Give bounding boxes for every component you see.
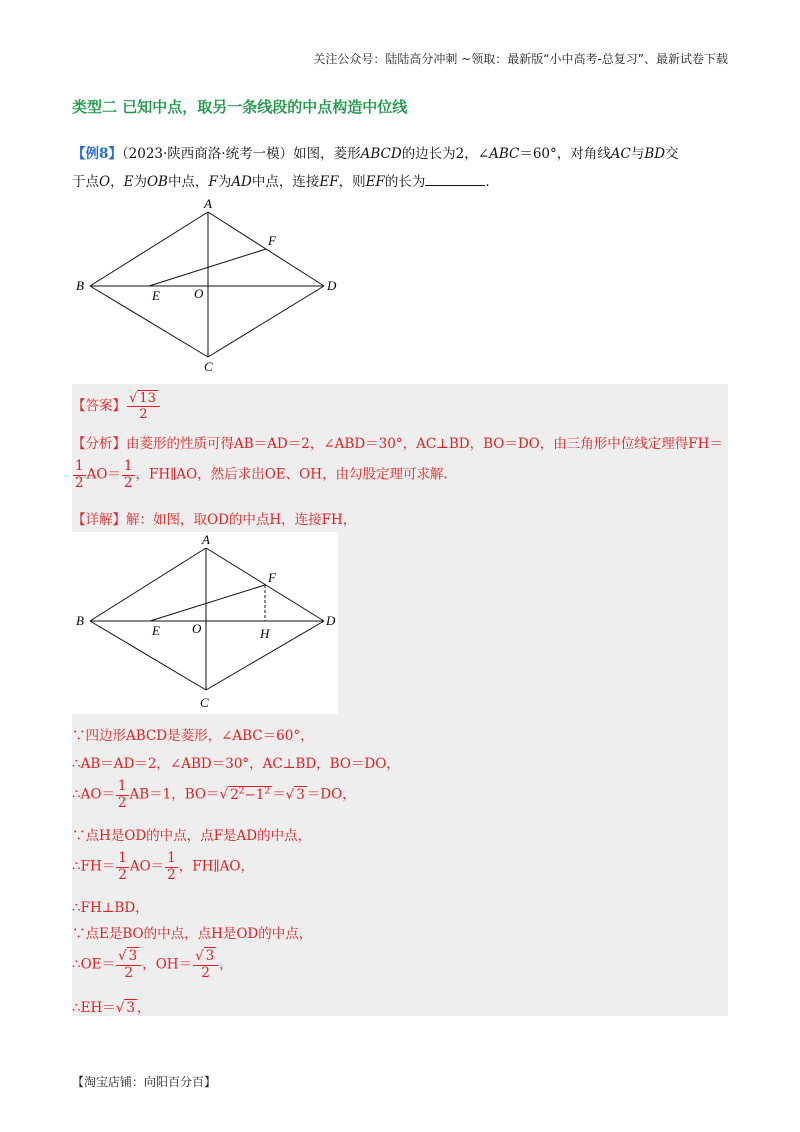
fraction: $\frac{1}{2}$ (167, 850, 176, 883)
answer-blank (425, 171, 485, 186)
problem-var: F (208, 174, 218, 190)
analysis-text: ，FH∥AO，然后求出OE、OH，由勾股定理可求解. (135, 466, 448, 483)
problem-var: ABCD (360, 146, 402, 162)
answer-fraction: $\frac{√ 13}{2}$ (127, 392, 160, 421)
label-c: C (204, 359, 213, 374)
step-8: ∴OE＝ $\frac{√ 3}{2}$ ，OH＝ $\frac{√ 3}{2}$ ， (72, 948, 233, 981)
problem-var: OB (146, 174, 168, 190)
step-4: ∵点H是OD的中点，点F是AD的中点， (72, 828, 312, 844)
problem-var: ABC (489, 146, 520, 162)
label-e: E (152, 288, 160, 303)
fraction: $\frac{1}{2}$ (123, 458, 133, 491)
problem-text: ＝60°，对角线 (519, 146, 611, 162)
rhombus-figure-2 (72, 532, 338, 714)
label-d: D (327, 278, 337, 293)
problem-text: 的边长为2，∠ (401, 146, 490, 162)
step-5: ∴FH＝ $\frac{1}{2}$ AO＝ $\frac{1}{2}$ ，FH∥AO， (72, 850, 254, 883)
label-e: E (152, 623, 160, 638)
fraction: $\frac{√ 3}{2}$ (193, 950, 218, 980)
problem-text: 交 (665, 146, 679, 162)
problem-text: ，则 (338, 174, 366, 190)
analysis-text: 由菱形的性质可得AB＝AD＝2，∠ABD＝30°，AC⊥BD，BO＝DO，由三角形中位线定理得FH＝ (126, 436, 723, 452)
answer-denominator: 2 (139, 407, 148, 422)
fraction: $\frac{1}{2}$ (117, 778, 127, 811)
analysis-line-2 (72, 460, 448, 490)
problem-var: O (99, 174, 111, 190)
label-c: C (200, 695, 209, 710)
problem-var: BD (644, 146, 666, 162)
problem-text: 为 (133, 174, 147, 190)
label-o: O (192, 621, 202, 636)
problem-text: 与 (630, 146, 645, 162)
detail-line (72, 508, 356, 528)
problem-text: ， (110, 174, 124, 190)
sqrt-expression: √ $2^2-1^2$ (219, 786, 271, 803)
label-f: F (268, 233, 276, 248)
answer-radicand: 13 (139, 391, 156, 406)
analysis-line-1 (72, 432, 723, 452)
label-b: B (76, 613, 84, 628)
step-6: ∴FH⊥BD， (72, 900, 149, 916)
label-a: A (204, 196, 212, 211)
problem-text: 为 (217, 174, 232, 190)
step-7: ∵点E是BO的中点，点H是OD的中点， (72, 926, 313, 942)
problem-text: . (485, 174, 490, 190)
step-9: ∴EH＝√ 3 ， (72, 1000, 151, 1016)
fraction: $\frac{1}{2}$ (118, 850, 127, 883)
label-f: F (268, 570, 276, 585)
label-d: D (326, 613, 336, 628)
analysis-tag: 【分析】 (72, 436, 126, 452)
problem-text: 中点，连接 (251, 174, 320, 190)
page-footer: 【淘宝店铺：向阳百分百】 (72, 1075, 217, 1089)
label-h: H (260, 626, 270, 641)
example-tag: 【例8】 (72, 146, 122, 162)
problem-var: EF (319, 174, 339, 190)
sqrt-expression: √ 3 (285, 786, 305, 803)
fraction: $\frac{1}{2}$ (75, 458, 84, 491)
rhombus-figure-1 (70, 196, 350, 376)
problem-var: AC (610, 146, 631, 162)
problem-text: 如图，菱形 (293, 146, 361, 162)
fraction: $\frac{√ 3}{2}$ (116, 950, 141, 980)
detail-text: 解：如图，取OD的中点H，连接FH， (126, 512, 357, 528)
problem-text: 于点 (72, 174, 99, 190)
label-o: O (194, 286, 204, 301)
answer-line (72, 392, 161, 421)
sqrt-expression: √ 3 (115, 1000, 135, 1016)
step-2: ∴AB＝AD＝2，∠ABD＝30°，AC⊥BD，BO＝DO， (72, 756, 400, 772)
analysis-text: AO＝ (86, 466, 121, 483)
answer-tag: 【答案】 (72, 398, 126, 414)
label-b: B (76, 278, 84, 293)
problem-var: AD (231, 174, 252, 190)
page-header: 关注公众号：陆陆高分冲刺 ~领取：最新版“小中高考-总复习”、最新试卷下载 (313, 52, 728, 66)
section-title: 类型二 已知中点，取另一条线段的中点构造中位线 (72, 98, 408, 116)
problem-statement (72, 140, 728, 196)
problem-text: 的长为 (384, 174, 426, 190)
step-3: ∴AO＝ $\frac{1}{2}$ AB＝1，BO＝√ $2^2-1^2$ ＝√ 3 ＝DO， (72, 778, 356, 811)
step-1: ∵四边形ABCD是菱形，∠ABC＝60°， (72, 728, 314, 744)
label-a: A (202, 532, 210, 547)
detail-tag: 【详解】 (72, 512, 126, 528)
problem-source: （2023·陕西商洛·统考一模） (121, 146, 294, 162)
problem-var: E (123, 174, 134, 190)
problem-var: EF (365, 174, 385, 190)
problem-text: 中点， (167, 174, 209, 190)
